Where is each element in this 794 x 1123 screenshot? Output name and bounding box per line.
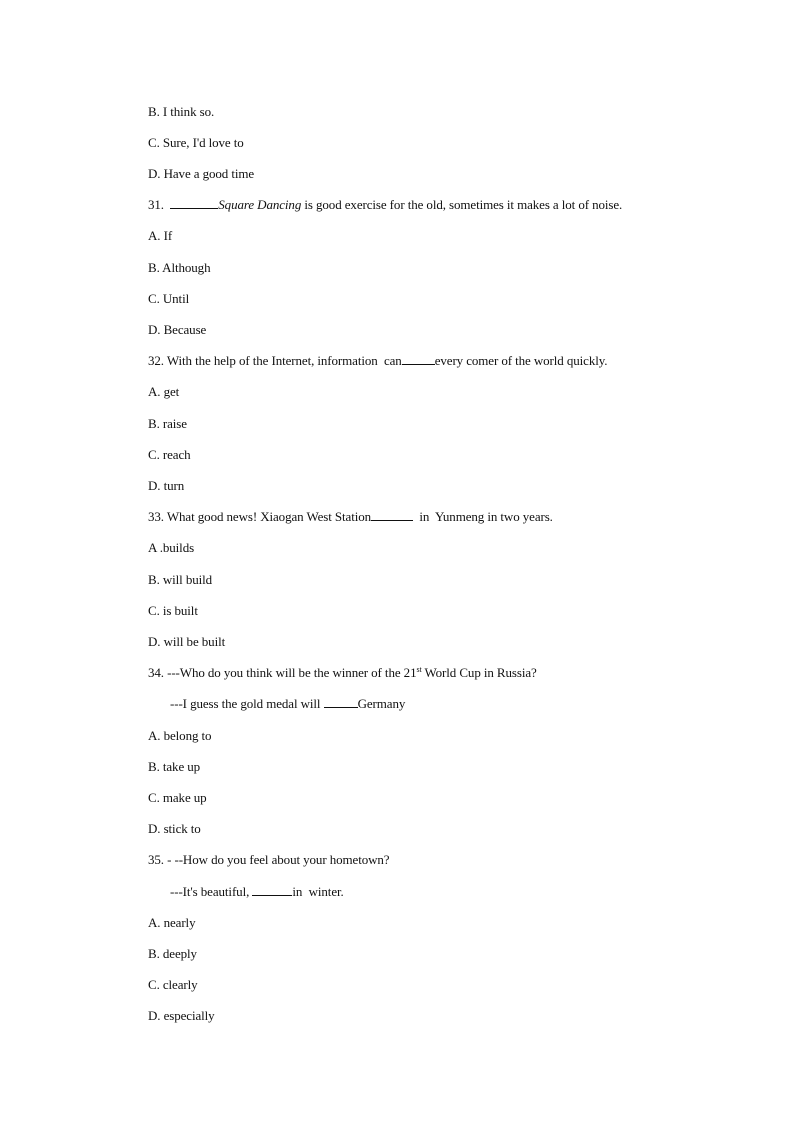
q31-number: 31. — [148, 197, 164, 212]
q32-option-d: D. turn — [148, 478, 185, 493]
q31-blank — [170, 197, 218, 209]
q32-blank — [402, 353, 435, 365]
q35-reply-before: ---It's beautiful, — [170, 884, 253, 899]
q34-after: World Cup in Russia? — [421, 665, 537, 680]
q35-reply-after: in winter. — [292, 884, 344, 899]
q33-blank — [371, 509, 413, 521]
q35-reply — [170, 884, 344, 900]
q34-superscript: st — [416, 665, 422, 674]
q34-question — [148, 665, 537, 681]
q34-before: 34. ---Who do you think will be the winner of the 21 — [148, 665, 417, 680]
q34-option-b: B. take up — [148, 759, 201, 774]
q31-question-rest: is good exercise for the old, sometimes it makes a lot of noise. — [301, 197, 623, 212]
q35-option-d: D. especially — [148, 1008, 215, 1023]
q34-reply-before: ---I guess the gold medal will — [170, 696, 324, 711]
q33-before: 33. What good news! Xiaogan West Station — [148, 509, 372, 524]
q33-option-b: B. will build — [148, 572, 213, 587]
q30-option-b: B. I think so. — [148, 104, 215, 119]
q33-question — [148, 509, 553, 525]
q32-option-a: A. get — [148, 384, 180, 399]
q33-option-c: C. is built — [148, 603, 198, 618]
q32-question — [148, 353, 607, 369]
q35-question: 35. - --How do you feel about your hometown? — [148, 852, 390, 867]
q35-option-a: A. nearly — [148, 915, 196, 930]
q31-question — [148, 197, 622, 213]
q30-option-c: C. Sure, I'd love to — [148, 135, 244, 150]
q32-option-b: B. raise — [148, 416, 187, 431]
q35-option-c: C. clearly — [148, 977, 198, 992]
q31-option-c: C. Until — [148, 291, 190, 306]
q31-option-d: D. Because — [148, 322, 207, 337]
q35-blank — [252, 884, 292, 896]
q31-italic-title: Square Dancing — [218, 197, 302, 212]
q32-option-c: C. reach — [148, 447, 191, 462]
q34-blank — [324, 696, 358, 708]
q32-after: every comer of the world quickly. — [434, 353, 608, 368]
q35-option-b: B. deeply — [148, 946, 197, 961]
q31-option-b: B. Although — [148, 260, 211, 275]
q32-before: 32. With the help of the Internet, information can — [148, 353, 402, 368]
q34-option-d: D. stick to — [148, 821, 201, 836]
q34-reply-after: Germany — [357, 696, 406, 711]
q34-reply — [170, 696, 405, 712]
q34-option-a: A. belong to — [148, 728, 212, 743]
q33-option-a: A .builds — [148, 540, 195, 555]
q31-option-a: A. If — [148, 228, 173, 243]
q34-option-c: C. make up — [148, 790, 207, 805]
q30-option-d: D. Have a good time — [148, 166, 255, 181]
q33-option-d: D. will be built — [148, 634, 226, 649]
q33-after: in Yunmeng in two years. — [413, 509, 553, 524]
